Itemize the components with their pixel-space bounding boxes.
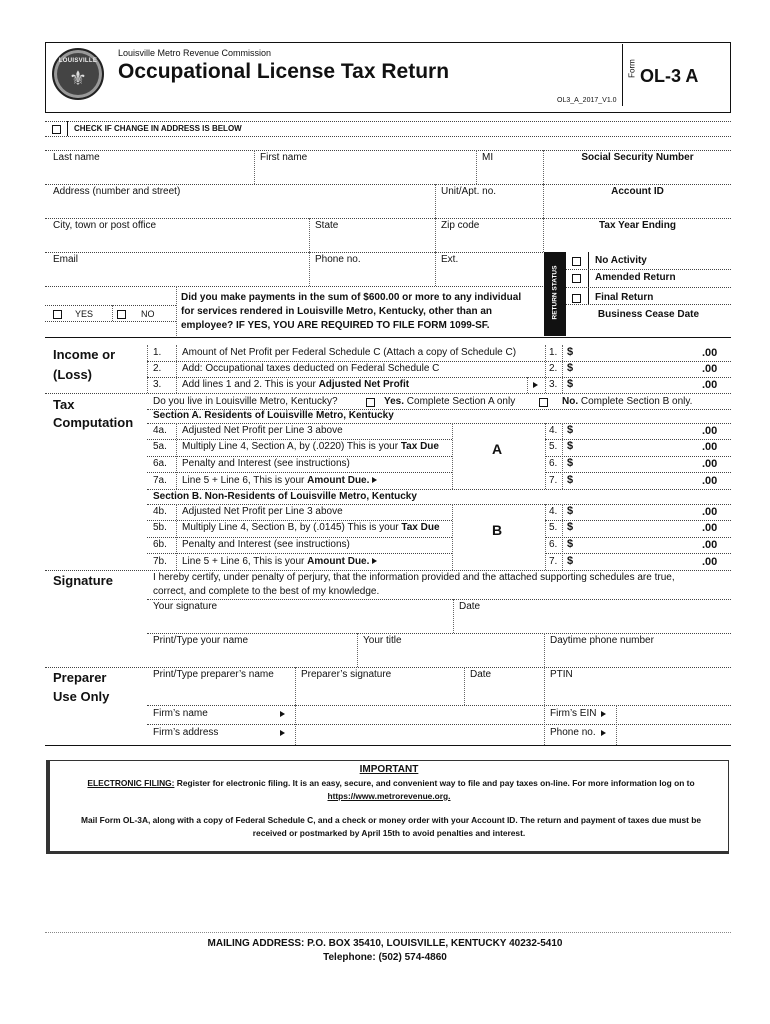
resident-no-label [562, 396, 692, 407]
firm-name-label: Firm’s name [153, 708, 208, 719]
divider [147, 633, 731, 634]
divider [45, 136, 731, 137]
ssn-label: Social Security Number [581, 152, 694, 163]
ptin-field[interactable] [545, 683, 731, 705]
divider [45, 570, 731, 571]
divider [147, 553, 452, 554]
line-1-text: Amount of Net Profit per Federal Schedule C (Attach a copy of Schedule C) [182, 347, 517, 358]
important-title: IMPORTANT [359, 764, 419, 775]
divider [562, 345, 563, 393]
last-name-field[interactable] [46, 166, 254, 184]
ext-field[interactable] [436, 268, 543, 286]
line-4b-amount-field[interactable] [580, 505, 700, 519]
mi-field[interactable] [477, 166, 543, 184]
return-status-label: RETURN STATUS [551, 265, 559, 320]
no-activity-label: No Activity [595, 255, 647, 266]
preparer-section-title2: Use Only [53, 689, 110, 704]
business-cease-date-field[interactable] [567, 322, 730, 336]
line-3-number: 3. [153, 379, 162, 390]
line-6b-ref: 6. [549, 539, 558, 550]
yes-1099-label: YES [75, 309, 94, 319]
line-1-dollar: $ [567, 346, 574, 358]
line-7b-ref: 7. [549, 556, 558, 567]
arrow-icon [372, 477, 377, 483]
business-cease-date-label: Business Cease Date [597, 309, 700, 320]
preparer-date-label: Date [470, 669, 492, 680]
line-2-dollar: $ [567, 362, 574, 374]
line-5a-text [182, 441, 439, 452]
resident-no-checkbox[interactable] [539, 397, 548, 408]
address-label: Address (number and street) [53, 186, 181, 197]
divider [45, 121, 731, 122]
divider [147, 472, 452, 473]
line-4a-dollar: $ [567, 424, 574, 436]
line-7b-amount-field[interactable] [580, 555, 700, 569]
line-3-amount-field[interactable] [580, 378, 700, 392]
preparer-phone-label: Phone no. [550, 727, 596, 738]
income-section-title1: Income or [53, 347, 116, 362]
divider [45, 393, 731, 394]
tax-year-ending-label: Tax Year Ending [599, 220, 676, 231]
final-return-label: Final Return [595, 292, 654, 303]
divider [452, 423, 453, 489]
line-5a-cents: .00 [702, 441, 718, 453]
line-5b-ref: 5. [549, 522, 558, 533]
line-4b-cents: .00 [702, 506, 718, 518]
form-right-border [730, 42, 731, 112]
line-1-cents: .00 [702, 347, 718, 359]
line-5b-number: 5b. [153, 522, 167, 533]
line-5a-amount-field[interactable] [580, 440, 700, 454]
signature-date-field[interactable] [454, 614, 731, 633]
resident-yes-checkbox[interactable] [366, 397, 375, 408]
line-2-cents: .00 [702, 363, 718, 375]
firm-ein-field[interactable] [617, 706, 731, 724]
account-id-field[interactable] [544, 200, 730, 218]
state-field[interactable] [310, 234, 435, 252]
address-change-checkbox[interactable] [52, 124, 61, 135]
divider [45, 321, 176, 322]
line-6a-cents: .00 [702, 458, 718, 470]
residence-question: Do you live in Louisville Metro, Kentucky? [153, 396, 338, 407]
line-1-amount-field[interactable] [580, 346, 700, 360]
efile-text [56, 778, 726, 788]
mail-instructions-line1: Mail Form OL-3A, along with a copy of Federal Schedule C, and a check or money order with your Account ID. The return and payment of taxes due must be [80, 815, 701, 825]
line-4b-number: 4b. [153, 506, 167, 517]
divider [545, 345, 546, 393]
final-return-checkbox[interactable] [572, 293, 581, 304]
preparer-name-label: Print/Type preparer’s name [153, 669, 274, 680]
form-word-vertical: Form [627, 59, 637, 78]
ptin-label: PTIN [550, 669, 573, 680]
yes-1099-checkbox[interactable] [53, 309, 62, 320]
line-6b-cents: .00 [702, 539, 718, 551]
line-2-ref: 2. [549, 363, 558, 374]
arrow-icon [533, 380, 538, 391]
line-3-text-plain: Add lines 1 and 2. This is your [182, 379, 319, 390]
divider [67, 121, 68, 136]
efile-body: Register for electronic filing. It is an easy, secure, and convenient way to file and pay taxes on-line. For more information log on to [174, 778, 695, 788]
seal-text: LOUISVILLE [58, 58, 98, 64]
divider [45, 218, 731, 219]
email-label: Email [53, 254, 79, 265]
section-a-title: Section A. Residents of Louisville Metro, Kentucky [153, 410, 394, 421]
question-1099-line2: for services rendered in Louisville Metro, Kentucky, other than an [181, 306, 493, 317]
divider [543, 218, 544, 252]
divider [176, 345, 177, 393]
daytime-phone-field[interactable] [545, 648, 731, 667]
form-left-border [45, 42, 46, 112]
daytime-phone-label: Daytime phone number [550, 635, 654, 646]
line-5a-dollar: $ [567, 440, 574, 452]
line-5b-text-plain: Multiply Line 4, Section B, by (.0145) This is your [182, 522, 402, 533]
divider [147, 520, 452, 521]
divider [176, 286, 177, 336]
form-code: OL-3 A [640, 66, 699, 86]
your-title-field[interactable] [358, 648, 544, 667]
zip-label: Zip code [441, 220, 480, 231]
divider [45, 305, 176, 306]
your-signature-field[interactable] [148, 614, 453, 633]
line-4b-dollar: $ [567, 505, 574, 517]
line-7b-text-plain: Line 5 + Line 6, This is your [182, 556, 308, 567]
fleur-de-lis-icon: ⚜ [69, 68, 87, 90]
divider [545, 472, 731, 473]
signature-section-title: Signature [53, 573, 113, 588]
line-4a-amount-field[interactable] [580, 424, 700, 438]
line-5b-cents: .00 [702, 522, 718, 534]
print-name-label: Print/Type your name [153, 635, 249, 646]
form-top-border [45, 42, 731, 43]
line-5b-dollar: $ [567, 521, 574, 533]
arrow-icon [280, 728, 285, 739]
divider [147, 537, 452, 538]
section-b-title: Section B. Non-Residents of Louisville Metro, Kentucky [153, 491, 417, 502]
line-6b-amount-field[interactable] [580, 538, 700, 552]
line-3-ref: 3. [549, 379, 558, 390]
resident-yes-rest: Complete Section A only [404, 396, 516, 407]
divider [527, 377, 528, 393]
certification-line1: I hereby certify, under penalty of perjury, that the information provided and the attached supporting schedules are true, [153, 572, 675, 583]
divider [45, 286, 543, 287]
divider [112, 305, 113, 321]
line-3-text-bold: Adjusted Net Profit [318, 379, 410, 390]
line-7b-dollar: $ [567, 555, 574, 567]
section-b-letter: B [492, 522, 503, 538]
line-5a-number: 5a. [153, 441, 167, 452]
line-5b-text [182, 522, 440, 533]
line-1-ref: 1. [549, 347, 558, 358]
divider [566, 269, 731, 270]
address-change-label: CHECK IF CHANGE IN ADDRESS IS BELOW [74, 124, 242, 133]
form-version: OL3_A_2017_V1.0 [557, 97, 617, 104]
line-7b-text-bold: Amount Due. [307, 556, 370, 567]
divider [566, 287, 731, 288]
resident-yes-bold: Yes. [384, 396, 405, 407]
line-7b-number: 7b. [153, 556, 167, 567]
city-label: City, town or post office [53, 220, 157, 231]
line-7a-amount-field[interactable] [580, 474, 700, 488]
form-code-divider [622, 44, 623, 106]
preparer-phone-field[interactable] [617, 725, 731, 744]
line-6a-amount-field[interactable] [580, 457, 700, 471]
arrow-icon [372, 558, 377, 564]
question-1099-line3: employee? IF YES, YOU ARE REQUIRED TO FILE FORM 1099-SF. [181, 320, 490, 331]
line-4a-text: Adjusted Net Profit per Line 3 above [182, 425, 343, 436]
divider [45, 252, 543, 253]
divider [45, 932, 731, 933]
arrow-icon [601, 728, 606, 739]
line-2-number: 2. [153, 363, 162, 374]
line-7a-cents: .00 [702, 475, 718, 487]
amended-return-label: Amended Return [595, 272, 676, 283]
line-5a-text-bold: Tax Due [400, 441, 439, 452]
your-signature-label: Your signature [153, 601, 218, 612]
divider [544, 705, 545, 745]
line-1-number: 1. [153, 347, 162, 358]
divider [147, 489, 731, 490]
efile-label: ELECTRONIC FILING: [87, 778, 175, 788]
divider [147, 599, 731, 600]
return-status-bar [544, 252, 566, 336]
address-field[interactable] [46, 200, 435, 218]
form-title: Occupational License Tax Return [118, 60, 450, 83]
line-3-text [182, 379, 409, 390]
telephone: Telephone: (502) 574-4860 [323, 952, 447, 963]
firm-ein-label: Firm’s EIN [550, 708, 597, 719]
line-6b-text: Penalty and Interest (see instructions) [182, 539, 350, 550]
ext-label: Ext. [441, 254, 459, 265]
line-4a-ref: 4. [549, 425, 558, 436]
your-title-label: Your title [363, 635, 402, 646]
resident-no-rest: Complete Section B only. [578, 396, 693, 407]
divider [147, 456, 452, 457]
first-name-label: First name [260, 152, 308, 163]
unit-field[interactable] [436, 200, 543, 218]
line-2-amount-field[interactable] [580, 362, 700, 376]
line-4b-ref: 4. [549, 506, 558, 517]
first-name-field[interactable] [255, 166, 476, 184]
seal-logo [52, 48, 104, 100]
arrow-icon [601, 709, 606, 720]
agency-name: Louisville Metro Revenue Commission [118, 48, 272, 58]
no-activity-checkbox[interactable] [572, 256, 581, 267]
line-5b-text-bold: Tax Due [401, 522, 440, 533]
divider [45, 745, 731, 746]
divider [566, 304, 731, 305]
state-label: State [315, 220, 339, 231]
zip-field[interactable] [436, 234, 543, 252]
line-6a-dollar: $ [567, 457, 574, 469]
divider [147, 439, 452, 440]
line-7a-text-bold: Amount Due. [307, 475, 370, 486]
line-7a-number: 7a. [153, 475, 167, 486]
income-section-title2: (Loss) [53, 367, 92, 382]
line-7b-text [182, 556, 377, 567]
resident-yes-label [384, 396, 515, 407]
tax-year-ending-field[interactable] [566, 234, 730, 252]
city-field[interactable] [46, 234, 309, 252]
unit-label: Unit/Apt. no. [441, 186, 497, 197]
line-4a-cents: .00 [702, 425, 718, 437]
preparer-signature-field[interactable] [296, 683, 464, 705]
line-6a-number: 6a. [153, 458, 167, 469]
divider [45, 184, 731, 185]
section-a-letter: A [492, 441, 503, 457]
mail-instructions-line2: received or postmarked by April 15th to avoid penalties and interest. [252, 828, 526, 838]
phone-label: Phone no. [315, 254, 361, 265]
line-6b-number: 6b. [153, 539, 167, 550]
tax-section-title2: Computation [53, 415, 134, 430]
divider [45, 337, 731, 338]
firm-address-field[interactable] [296, 725, 544, 744]
preparer-date-field[interactable] [465, 683, 544, 705]
line-7a-ref: 7. [549, 475, 558, 486]
header-bottom-border [45, 112, 731, 113]
divider [45, 667, 731, 668]
tax-section-title1: Tax [53, 397, 75, 412]
line-4b-text: Adjusted Net Profit per Line 3 above [182, 506, 343, 517]
account-id-label: Account ID [611, 186, 664, 197]
line-3-dollar: $ [567, 378, 574, 390]
divider [588, 252, 589, 304]
line-5a-ref: 5. [549, 441, 558, 452]
important-box [46, 760, 729, 854]
certification-line2: correct, and complete to the best of my knowledge. [153, 586, 380, 597]
preparer-signature-label: Preparer’s signature [301, 669, 392, 680]
question-1099-line1: Did you make payments in the sum of $600.00 or more to any individual [181, 292, 522, 303]
ssn-field[interactable] [544, 166, 730, 184]
line-5b-amount-field[interactable] [580, 521, 700, 535]
last-name-label: Last name [53, 152, 100, 163]
mailing-address: MAILING ADDRESS: P.O. BOX 35410, LOUISVILLE, KENTUCKY 40232-5410 [207, 938, 563, 949]
no-1099-label: NO [141, 309, 155, 319]
signature-date-label: Date [459, 601, 481, 612]
preparer-section-title1: Preparer [53, 670, 107, 685]
divider [452, 504, 453, 570]
line-4a-number: 4a. [153, 425, 167, 436]
line-6b-dollar: $ [567, 538, 574, 550]
line-6a-text: Penalty and Interest (see instructions) [182, 458, 350, 469]
line-6a-ref: 6. [549, 458, 558, 469]
firm-name-field[interactable] [296, 706, 544, 724]
line-7a-text [182, 475, 377, 486]
amended-return-checkbox[interactable] [572, 273, 581, 284]
no-1099-checkbox[interactable] [117, 309, 126, 320]
line-3-cents: .00 [702, 379, 718, 391]
arrow-icon [280, 709, 285, 720]
email-field[interactable] [46, 268, 309, 286]
mi-label: MI [482, 152, 494, 163]
divider [147, 345, 148, 393]
print-name-field[interactable] [148, 648, 357, 667]
website-link[interactable]: https://www.metrorevenue.org. [327, 791, 451, 801]
line-7b-cents: .00 [702, 556, 718, 568]
divider [545, 553, 731, 554]
line-7a-text-plain: Line 5 + Line 6, This is your [182, 475, 308, 486]
resident-no-bold: No. [562, 396, 579, 407]
firm-address-label: Firm’s address [153, 727, 219, 738]
line-2-text: Add: Occupational taxes deducted on Federal Schedule C [182, 363, 440, 374]
line-7a-dollar: $ [567, 474, 574, 486]
line-5a-text-plain: Multiply Line 4, Section A, by (.0220) This is your [182, 441, 401, 452]
phone-field[interactable] [310, 268, 435, 286]
preparer-name-field[interactable] [148, 683, 295, 705]
divider [45, 150, 731, 151]
